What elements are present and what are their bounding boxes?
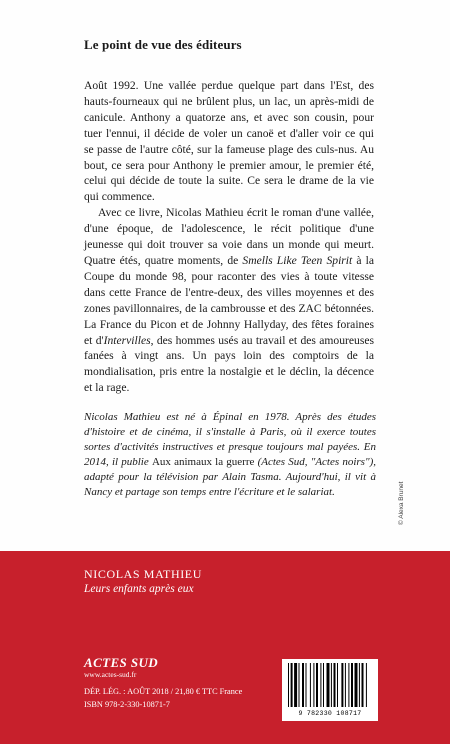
- photo-credit: © Alexa Brunet: [398, 481, 405, 525]
- section-heading: Le point de vue des éditeurs: [84, 37, 242, 52]
- paragraph-2-text-c: , des hommes usés au travail et des amoureuses fanées à vingt ans. Un pays loin des comptoirs de la mondialisation, pris entre la nostalgie et le déclin, la décence et la rage.: [84, 333, 374, 395]
- previous-book-title: Aux animaux la guerre: [151, 456, 255, 468]
- legal-info: [84, 686, 242, 711]
- red-footer-band: [0, 551, 450, 744]
- tv-show-title: Intervilles: [103, 333, 151, 347]
- barcode: [282, 659, 378, 721]
- synopsis-paragraph-2: [84, 205, 374, 396]
- synopsis: [84, 78, 374, 396]
- song-title: Smells Like Teen Spirit: [242, 253, 353, 267]
- author-bio: [84, 410, 376, 500]
- author-name: NICOLAS MATHIEU: [84, 567, 202, 581]
- bio-text-b: (Actes Sud, "Actes noirs"), adapté pour la télévision par Alain Tasma. Aujourd'hui, il vit à Nancy et partage son temps entre l'écriture et le salariat.: [84, 456, 376, 498]
- synopsis-paragraph-1: Août 1992. Une vallée perdue quelque part dans l'Est, des hauts-fourneaux qui ne brûlent plus, un lac, un après-midi de canicule. Anthony a quatorze ans, et avec son cousin, pour tuer l'ennui, il décide de voler un canoë et d'aller voir ce qui se passe de l'autre côté, sur la fameuse plage des culs-nus. Au bout, ce sera pour Anthony le premier amour, le premier été, celui qui décide de toute la suite. Ce sera le drame de la vie qui commence.: [84, 79, 374, 204]
- paragraph-2-text-b: à la Coupe du monde 98, pour raconter des vies à toute vitesse dans cette France de l'entre-deux, des villes moyennes et des zones pavillonnaires, de la cambrousse et des ZAC bétonnées. La France du Picon et de Johnny Hallyday, des fêtes foraines et d': [84, 253, 375, 347]
- publisher-logo: ACTES SUD: [84, 655, 159, 670]
- isbn: ISBN 978-2-330-10871-7: [84, 699, 170, 709]
- bio-text-a: Nicolas Mathieu est né à Épinal en 1978. Après des études d'histoire et de cinéma, il s'installe à Paris, où il exerce toutes sortes d'activités instructives et presque toujours mal payées. En 2014, il publie: [84, 411, 376, 468]
- barcode-bars-icon: [288, 663, 372, 709]
- barcode-number: 9 782330 108717: [298, 710, 362, 717]
- paragraph-2-text-a: Avec ce livre, Nicolas Mathieu écrit le roman d'une vallée, d'une époque, de l'adolescence, le récit politique d'une jeunesse qui doit trouver sa voie dans un monde qui meurt. Quatre étés, quatre moments, de: [84, 206, 374, 267]
- publisher-website: www.actes-sud.fr: [84, 670, 137, 679]
- legal-deposit-price: DÉP. LÉG. : AOÛT 2018 / 21,80 € TTC France: [84, 687, 243, 696]
- book-title: Leurs enfants après eux: [84, 583, 194, 595]
